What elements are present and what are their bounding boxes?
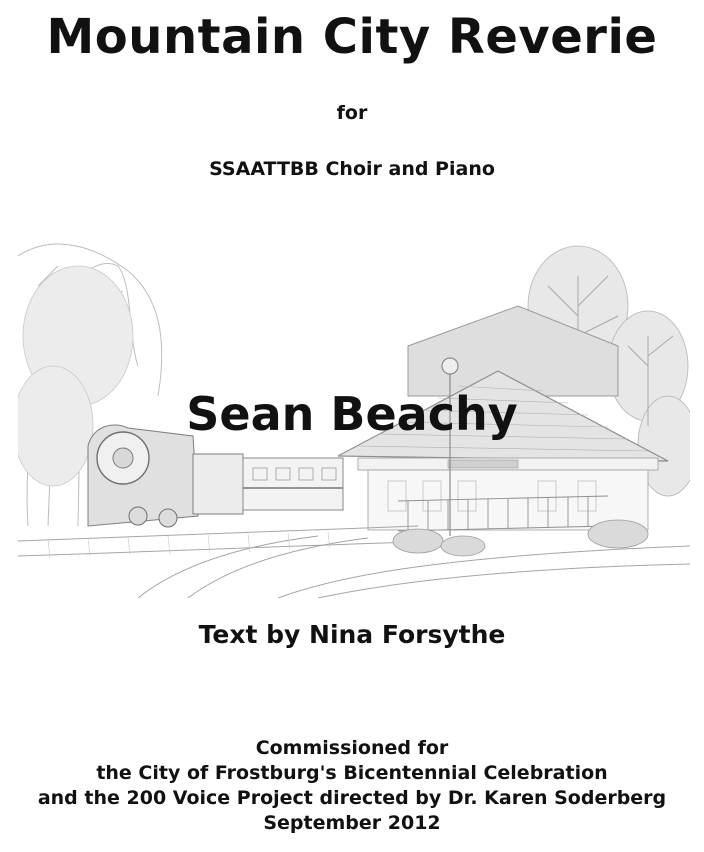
commission-note bbox=[0, 736, 704, 836]
commission-line: and the 200 Voice Project directed by Dr. Karen Soderberg bbox=[37, 787, 667, 809]
composer-name: Sean Beachy bbox=[186, 387, 518, 441]
commission-line: September 2012 bbox=[263, 812, 441, 834]
lyricist-credit: Text by Nina Forsythe bbox=[198, 620, 506, 649]
for-label: for bbox=[336, 102, 368, 124]
commission-line: the City of Frostburg's Bicentennial Celebration bbox=[96, 762, 608, 784]
commission-line: Commissioned for bbox=[255, 737, 449, 759]
voicing-label: SSAATTBB Choir and Piano bbox=[209, 158, 495, 180]
page-title: Mountain City Reverie bbox=[46, 9, 658, 65]
